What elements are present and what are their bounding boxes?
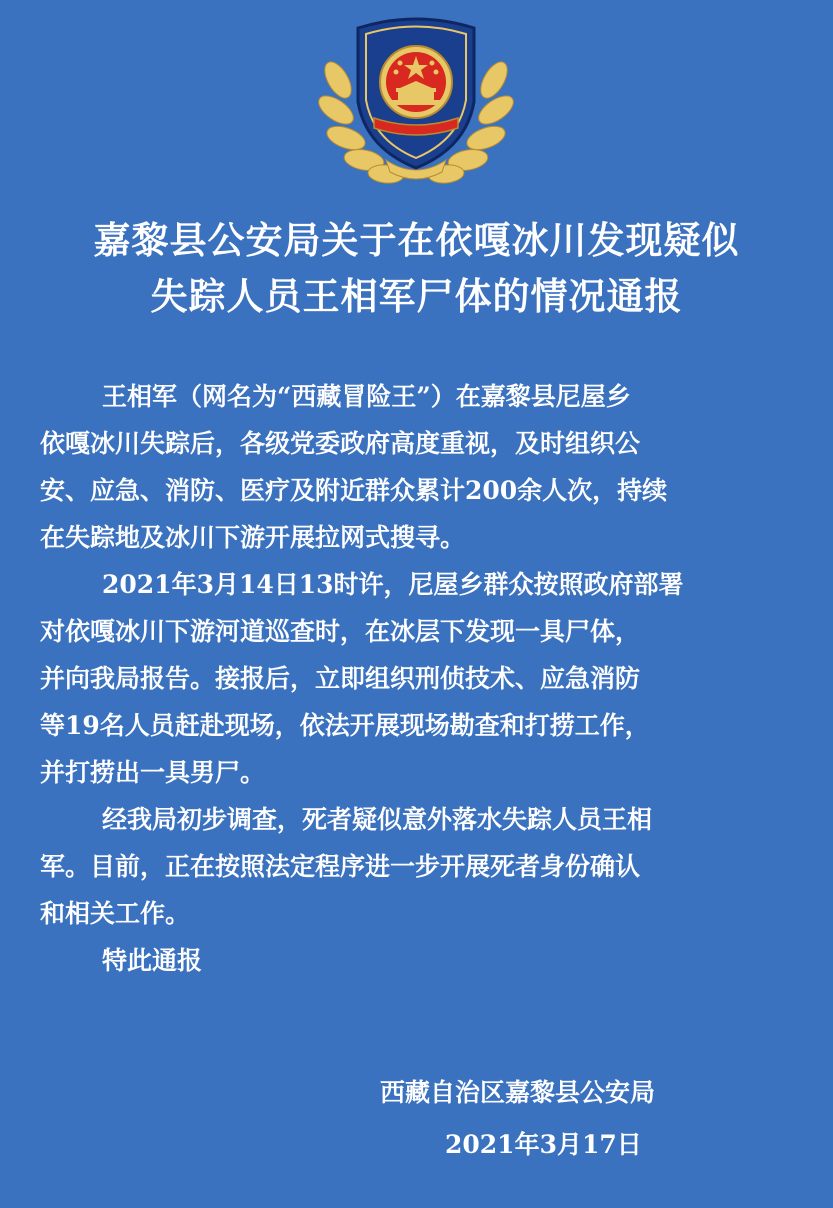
title-line: 失踪人员王相军尸体的情况通报 [150, 274, 683, 318]
text-line: 安、应急、消防、医疗及附近群众累计200余人次，持续 [40, 476, 668, 505]
paragraph [40, 937, 780, 984]
text-line: 经我局初步调查，死者疑似意外落水失踪人员王相 [102, 805, 653, 834]
police-emblem [316, 10, 516, 188]
paragraph [40, 796, 780, 937]
signature-block [380, 1067, 720, 1171]
text-line: 等19名人员赶赴现场，依法开展现场勘查和打捞工作， [40, 711, 650, 740]
paragraph [40, 561, 780, 796]
issuing-organization: 西藏自治区嘉黎县公安局 [380, 1078, 656, 1107]
text-line: 对依嘎冰川下游河道巡查时，在冰层下发现一具尸体， [40, 617, 641, 646]
text-line: 并向我局报告。接报后，立即组织刑侦技术、应急消防 [40, 664, 641, 693]
text-line: 在失踪地及冰川下游开展拉网式搜寻。 [40, 523, 466, 552]
title-line: 嘉黎县公安局关于在依嘎冰川发现疑似 [93, 218, 740, 262]
notice-body [40, 373, 780, 984]
closing-text: 特此通报 [102, 946, 203, 975]
page-title [0, 212, 833, 324]
text-line: 王相军（网名为“西藏冒险王”）在嘉黎县尼屋乡 [102, 382, 631, 411]
paragraph [40, 373, 780, 561]
text-line: 2021年3月14日13时许，尼屋乡群众按照政府部署 [102, 570, 684, 599]
text-line: 军。目前，正在按照法定程序进一步开展死者身份确认 [40, 852, 641, 881]
text-line: 并打捞出一具男尸。 [40, 758, 266, 787]
text-line: 和相关工作。 [40, 899, 191, 928]
text-line: 依嘎冰川失踪后，各级党委政府高度重视，及时组织公 [40, 429, 641, 458]
issue-date: 2021年3月17日 [445, 1130, 642, 1159]
